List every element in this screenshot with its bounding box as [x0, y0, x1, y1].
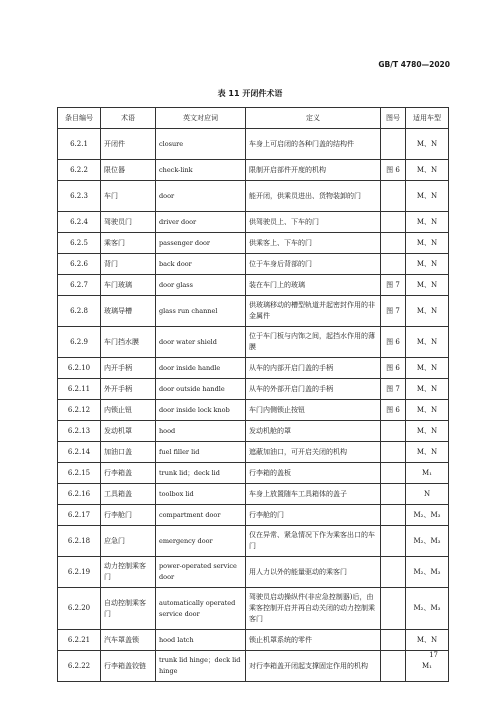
entry-number: 6.2.16 [58, 484, 101, 505]
definition: 行李箱的盖板 [246, 463, 381, 484]
english-term: power-operated service door [156, 557, 246, 588]
english-term: hood [156, 421, 246, 442]
english-term: glass run channel [156, 296, 246, 327]
table-row [58, 526, 449, 557]
term: 应急门 [101, 526, 156, 557]
english-term: door outside handle [156, 379, 246, 400]
entry-number: 6.2.4 [58, 212, 101, 233]
entry-number: 6.2.14 [58, 442, 101, 463]
entry-number: 6.2.18 [58, 526, 101, 557]
vehicle-type: M、N [406, 630, 449, 651]
english-term: check-link [156, 160, 246, 181]
english-term: fuel filler lid [156, 442, 246, 463]
col-header-vehicle-type: 适用车型 [406, 108, 449, 129]
standard-code: GB/T 4780—2020 [378, 60, 450, 69]
col-header-english: 英文对应词 [156, 108, 246, 129]
entry-number: 6.2.2 [58, 160, 101, 181]
term: 车门玻璃 [101, 275, 156, 296]
figure-ref [381, 526, 406, 557]
table-row [58, 505, 449, 526]
table-row [58, 557, 449, 588]
term: 限位器 [101, 160, 156, 181]
entry-number: 6.2.3 [58, 181, 101, 212]
figure-ref [381, 651, 406, 682]
entry-number: 6.2.9 [58, 327, 101, 358]
figure-ref: 图 6 [381, 327, 406, 358]
english-term: back door [156, 254, 246, 275]
terms-table [57, 107, 449, 682]
figure-ref: 图 7 [381, 379, 406, 400]
vehicle-type: M₁ [406, 651, 449, 682]
figure-ref [381, 630, 406, 651]
definition: 对行李箱盖开闭起支撑固定作用的机构 [246, 651, 381, 682]
table-row [58, 160, 449, 181]
table-row [58, 651, 449, 682]
col-header-definition: 定义 [246, 108, 381, 129]
vehicle-type: M₁ [406, 463, 449, 484]
vehicle-type: M、N [406, 327, 449, 358]
definition: 锁止机罩系统的零件 [246, 630, 381, 651]
table-row [58, 400, 449, 421]
english-term: door [156, 181, 246, 212]
vehicle-type: M、N [406, 181, 449, 212]
definition: 仅在异常、紧急情况下作为乘客出口的车门 [246, 526, 381, 557]
term: 车门挡水膜 [101, 327, 156, 358]
term: 加油口盖 [101, 442, 156, 463]
term: 行李箱盖铰链 [101, 651, 156, 682]
definition: 限制开启部件开度的机构 [246, 160, 381, 181]
english-term: trunk lid；deck lid [156, 463, 246, 484]
table-row [58, 442, 449, 463]
term: 开闭件 [101, 129, 156, 160]
entry-number: 6.2.15 [58, 463, 101, 484]
term: 内锁止钮 [101, 400, 156, 421]
figure-ref [381, 484, 406, 505]
figure-ref [381, 463, 406, 484]
entry-number: 6.2.20 [58, 588, 101, 630]
entry-number: 6.2.1 [58, 129, 101, 160]
figure-ref [381, 421, 406, 442]
table-row [58, 358, 449, 379]
figure-ref [381, 233, 406, 254]
col-header-term: 术语 [101, 108, 156, 129]
definition: 驾驶员启动操纵件(非应急控制器)后，由乘客控制开启并再自动关闭的动力控制乘客门 [246, 588, 381, 630]
english-term: driver door [156, 212, 246, 233]
english-term: emergency door [156, 526, 246, 557]
page-number: 17 [429, 651, 438, 659]
table-row [58, 212, 449, 233]
entry-number: 6.2.7 [58, 275, 101, 296]
english-term: door glass [156, 275, 246, 296]
term: 驾驶员门 [101, 212, 156, 233]
english-term: door water shield [156, 327, 246, 358]
definition: 能开闭，供乘员进出、货物装卸的门 [246, 181, 381, 212]
figure-ref: 图 6 [381, 400, 406, 421]
definition: 车身上可启闭的各种门盖的结构件 [246, 129, 381, 160]
term: 工具箱盖 [101, 484, 156, 505]
definition: 供驾驶员上、下车的门 [246, 212, 381, 233]
vehicle-type: M₂、M₃ [406, 588, 449, 630]
figure-ref [381, 557, 406, 588]
table-row [58, 129, 449, 160]
entry-number: 6.2.22 [58, 651, 101, 682]
entry-number: 6.2.5 [58, 233, 101, 254]
term: 动力控制乘客门 [101, 557, 156, 588]
english-term: trunk lid hinge；deck lid hinge [156, 651, 246, 682]
table-header-row [58, 108, 449, 129]
table-row [58, 421, 449, 442]
figure-ref [381, 129, 406, 160]
figure-ref: 图 6 [381, 160, 406, 181]
figure-ref [381, 212, 406, 233]
table-row [58, 233, 449, 254]
definition: 遮蔽加油口，可开启关闭的机构 [246, 442, 381, 463]
entry-number: 6.2.13 [58, 421, 101, 442]
definition: 装在车门上的玻璃 [246, 275, 381, 296]
vehicle-type: M₂、M₃ [406, 505, 449, 526]
definition: 从车的内部开启门盖的手柄 [246, 358, 381, 379]
col-header-number: 条目编号 [58, 108, 101, 129]
table-row [58, 327, 449, 358]
vehicle-type: M、N [406, 275, 449, 296]
table-row [58, 379, 449, 400]
figure-ref [381, 254, 406, 275]
english-term: passenger door [156, 233, 246, 254]
definition: 位于车身后背部的门 [246, 254, 381, 275]
english-term: automatically operated service door [156, 588, 246, 630]
vehicle-type: M、N [406, 254, 449, 275]
english-term: compartment door [156, 505, 246, 526]
vehicle-type: M、N [406, 160, 449, 181]
term: 外开手柄 [101, 379, 156, 400]
table-row [58, 275, 449, 296]
vehicle-type: M、N [406, 296, 449, 327]
vehicle-type: M₂、M₃ [406, 526, 449, 557]
vehicle-type: M、N [406, 400, 449, 421]
figure-ref [381, 505, 406, 526]
table-row [58, 484, 449, 505]
term: 自动控制乘客门 [101, 588, 156, 630]
vehicle-type: M、N [406, 442, 449, 463]
entry-number: 6.2.10 [58, 358, 101, 379]
table-row [58, 296, 449, 327]
table-row [58, 630, 449, 651]
entry-number: 6.2.8 [58, 296, 101, 327]
definition: 从车的外部开启门盖的手柄 [246, 379, 381, 400]
entry-number: 6.2.21 [58, 630, 101, 651]
col-header-figure: 图号 [381, 108, 406, 129]
vehicle-type: M、N [406, 379, 449, 400]
figure-ref [381, 181, 406, 212]
definition: 供乘客上、下车的门 [246, 233, 381, 254]
vehicle-type: M、N [406, 129, 449, 160]
entry-number: 6.2.17 [58, 505, 101, 526]
entry-number: 6.2.12 [58, 400, 101, 421]
english-term: closure [156, 129, 246, 160]
table-row [58, 463, 449, 484]
term: 玻璃导槽 [101, 296, 156, 327]
entry-number: 6.2.11 [58, 379, 101, 400]
definition: 发动机舱的罩 [246, 421, 381, 442]
table-row [58, 181, 449, 212]
term: 行李舱门 [101, 505, 156, 526]
figure-ref: 图 7 [381, 275, 406, 296]
vehicle-type: M、N [406, 421, 449, 442]
english-term: hood latch [156, 630, 246, 651]
figure-ref [381, 588, 406, 630]
term: 乘客门 [101, 233, 156, 254]
term: 背门 [101, 254, 156, 275]
definition: 车身上放置随车工具箱体的盖子 [246, 484, 381, 505]
vehicle-type: N [406, 484, 449, 505]
term: 汽车罩盖锁 [101, 630, 156, 651]
entry-number: 6.2.19 [58, 557, 101, 588]
term: 内开手柄 [101, 358, 156, 379]
english-term: toolbox lid [156, 484, 246, 505]
term: 车门 [101, 181, 156, 212]
table-title: 表 11 开闭件术语 [217, 89, 283, 98]
definition: 用人力以外的能量驱动的乘客门 [246, 557, 381, 588]
english-term: door inside lock knob [156, 400, 246, 421]
table-row [58, 588, 449, 630]
figure-ref [381, 442, 406, 463]
figure-ref: 图 7 [381, 296, 406, 327]
table-row [58, 254, 449, 275]
vehicle-type: M、N [406, 233, 449, 254]
vehicle-type: M、N [406, 212, 449, 233]
term: 行李箱盖 [101, 463, 156, 484]
term: 发动机罩 [101, 421, 156, 442]
entry-number: 6.2.6 [58, 254, 101, 275]
vehicle-type: M₂、M₃ [406, 557, 449, 588]
vehicle-type: M、N [406, 358, 449, 379]
definition: 行李舱的门 [246, 505, 381, 526]
definition: 车门内侧锁止按钮 [246, 400, 381, 421]
definition: 供玻璃移动的槽型轨道并起密封作用的非金属件 [246, 296, 381, 327]
english-term: door inside handle [156, 358, 246, 379]
definition: 位于车门板与内饰之间，起挡水作用的薄膜 [246, 327, 381, 358]
figure-ref: 图 6 [381, 358, 406, 379]
